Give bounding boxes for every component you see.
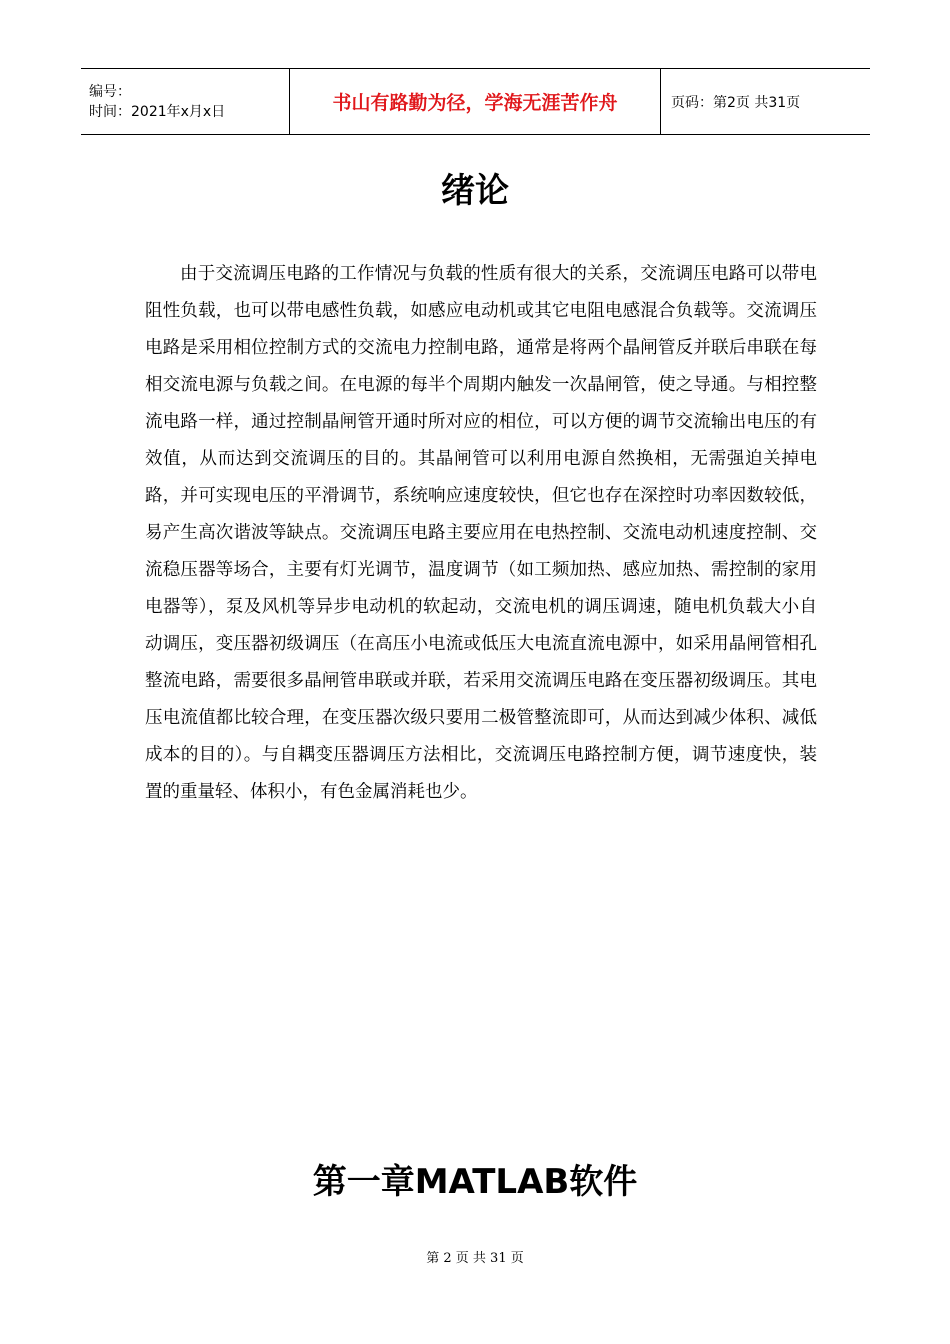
header-table bbox=[81, 68, 870, 135]
header-info-cell bbox=[81, 69, 290, 135]
number-label: 编号： bbox=[89, 83, 131, 100]
time-label: 时间：2021年x月x日 bbox=[89, 103, 226, 120]
motto-text: 书山有路勤为径，学海无涯苦作舟 bbox=[290, 69, 661, 135]
page-info: 页码：第2页 共31页 bbox=[661, 69, 871, 135]
chapter-title: 第一章MATLAB软件 bbox=[312, 1162, 638, 1202]
body-paragraph: 由于交流调压电路的工作情况与负载的性质有很大的关系，交流调压电路可以带电阻性负载，也可以带电感性负载，如感应电动机或其它电阻电感混合负载等。交流调压电路是采用相位控制方式的交流电力控制电路，通常是将两个晶闸管反并联后串联在每相交流电源与负载之间。在电源的每半个周期内触发一次晶闸管，使之导通。与相控整流电路一样，通过控制晶闸管开通时所对应的相位，可以方便的调节交流输出电压的有效值，从而达到交流调压的目的。其晶闸管可以利用电源自然换相，无需强迫关掉电路，并可实现电压的平滑调节，系统响应速度较快，但它也存在深控时功率因数较低，易产生高次谐波等缺点。交流调压电路主要应用在电热控制、交流电动机速度控制、交流稳压器等场合，主要有灯光调节，温度调节（如工频加热、感应加热、需控制的家用电器等），泵及风机等异步电动机的软起动，交流电机的调压调速，随电机负载大小自动调压，变压器初级调压（在高压小电流或低压大电流直流电源中，如采用晶闸管相孔整流电路，需要很多晶闸管串联或并联，若采用交流调压电路在变压器初级调压。其电压电流值都比较合理，在变压器次级只要用二极管整流即可，从而达到减少体积、减低成本的目的）。与自耦变压器调压方法相比，交流调压电路控制方便，调节速度快，装置的重量轻、体积小，有色金属消耗也少。 bbox=[145, 264, 817, 802]
page-footer: 第 2 页 共 31 页 bbox=[426, 1251, 524, 1266]
document-title: 绪论 bbox=[441, 171, 509, 211]
